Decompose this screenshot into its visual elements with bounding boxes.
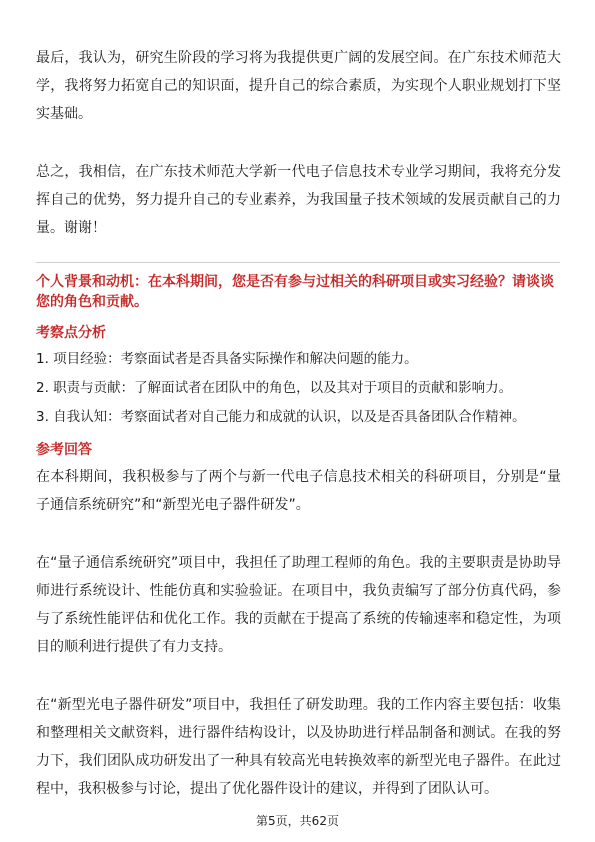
interview-question-section: [36, 272, 561, 803]
list-item: 3. 自我认知：考察面试者对自己能力和成就的认识，以及是否具备团队合作精神。: [36, 409, 526, 425]
list-item: 2. 职责与贡献：了解面试者在团队中的角色，以及其对于项目的贡献和影响力。: [36, 380, 513, 396]
analysis-list: [36, 349, 561, 427]
paragraph: 在“量子通信系统研究”项目中，我担任了助理工程师的角色。我的主要职责是协助导师进行系统设计、性能仿真和实验验证。在项目中，我负责编写了部分仿真代码，参与了系统性能评估和优化工作。我的贡献在于提高了系统的传输速率和稳定性，为项目的顺利进行提供了有力支持。: [36, 555, 561, 655]
page-number: 第5页，共62页: [256, 814, 339, 828]
paragraph: 总之，我相信，在广东技术师范大学新一代电子信息技术专业学习期间，我将充分发挥自己的优势，努力提升自己的专业素养，为我国量子技术领域的发展贡献自己的力量。谢谢！: [36, 164, 561, 236]
closing-paragraphs: [36, 44, 561, 242]
answer-body: [36, 463, 561, 803]
section-divider: [36, 262, 560, 263]
question-text: 个人背景和动机：在本科期间，您是否有参与过相关的科研项目或实习经验？请谈谈您的角色和贡献。: [36, 274, 554, 310]
paragraph: 在本科期间，我积极参与了两个与新一代电子信息技术相关的科研项目，分别是“量子通信系统研究”和“新型光电子器件研发”。: [36, 469, 561, 513]
paragraph: 最后，我认为，研究生阶段的学习将为我提供更广阔的发展空间。在广东技术师范大学，我将努力拓宽自己的知识面，提升自己的综合素质，为实现个人职业规划打下坚实基础。: [36, 50, 561, 122]
analysis-heading: 考察点分析: [36, 325, 106, 341]
answer-heading: 参考回答: [36, 442, 92, 458]
paragraph: 在“新型光电子器件研发”项目中，我担任了研发助理。我的工作内容主要包括：收集和整理相关文献资料，进行器件结构设计，以及协助进行样品制备和测试。在我的努力下，我们团队成功研发出了一种具有较高光电转换效率的新型光电子器件。在此过程中，我积极参与讨论，提出了优化器件设计的建议，并得到了团队认可。: [36, 697, 561, 797]
list-item: 1. 项目经验：考察面试者是否具备实际操作和解决问题的能力。: [36, 351, 418, 367]
